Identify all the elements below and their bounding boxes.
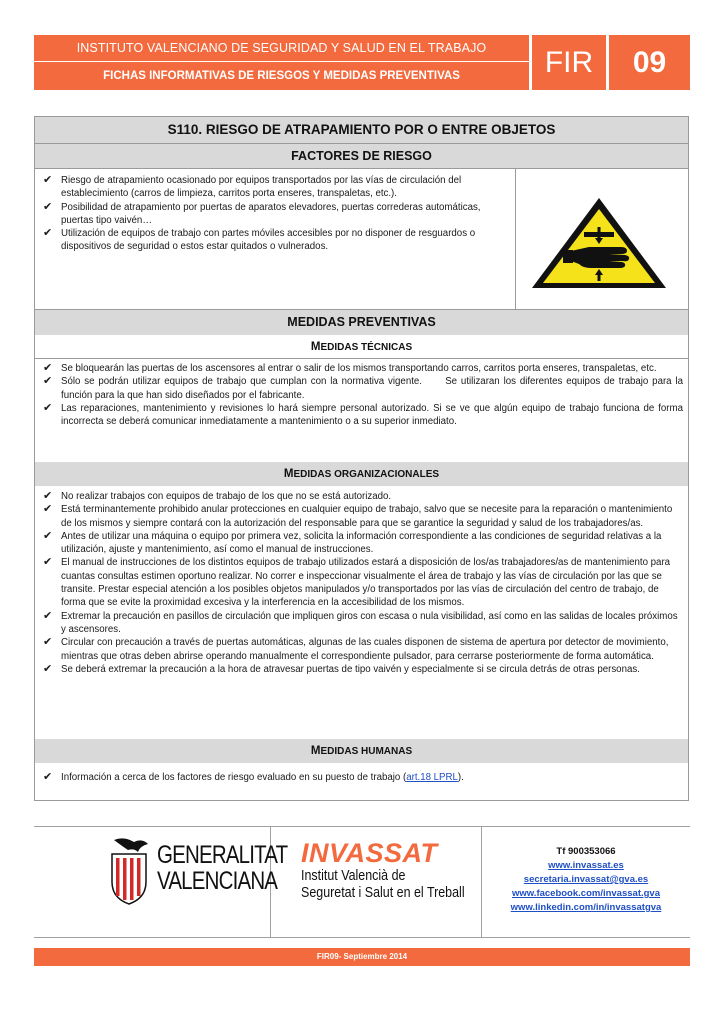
contact-block — [482, 845, 690, 915]
phone-number: Tf 900353066 — [556, 846, 616, 857]
sheet-code: FIR — [532, 35, 606, 90]
list-item: ✔ Información a cerca de los factores de riesgo evaluado en su puesto de trabajo (art.18 LPRL). — [43, 771, 464, 783]
risk-title: S110. RIESGO DE ATRAPAMIENTO POR O ENTRE OBJETOS — [35, 117, 688, 144]
list-item: ✔ Riesgo de atrapamiento ocasionado por equipos transportados por las vías de circulación del establecimiento (carros de limpieza, carritos porta enseres, transpaletas, etc.). — [43, 174, 462, 200]
list-item: ✔ Utilización de equipos de trabajo con partes móviles accesibles por no disponer de resguardos o dispositivos de seguridad o estos estar quitados o vulnerados. — [43, 227, 476, 253]
factores-list — [39, 174, 509, 254]
tecnicas-heading: MEDIDAS TÉCNICAS — [35, 336, 688, 358]
invassat-subtitle: Institut Valencià de Seguretat i Salut en el Treball — [301, 868, 465, 901]
medidas-heading: MEDIDAS PREVENTIVAS — [35, 310, 688, 335]
list-item: ✔ Posibilidad de atrapamiento por puertas de aparatos elevadores, puertas correderas automáticas, puertas tipo vaivén… — [43, 200, 481, 226]
check-icon: ✔ — [43, 556, 53, 569]
header-subtitle: FICHAS INFORMATIVAS DE RIESGOS Y MEDIDAS PREVENTIVAS — [103, 70, 460, 82]
invassat-logo: INVASSAT — [301, 838, 438, 868]
footer-bottom-line — [34, 937, 690, 938]
hand-crush-warning-icon — [529, 195, 669, 291]
list-item: ✔ Extremar la precaución en pasillos de circulación que impliquen giros con escasa o nula visibilidad, así como en las salidas de locales próximos y ascensores. — [43, 609, 678, 635]
linkedin-link[interactable]: www.linkedin.com/in/invassatgva — [510, 902, 662, 913]
check-icon: ✔ — [43, 227, 53, 240]
check-icon: ✔ — [43, 362, 53, 374]
content-box — [34, 116, 689, 801]
facebook-link[interactable]: www.facebook.com/invassat.gva — [511, 888, 660, 899]
organizacionales-heading: MEDIDAS ORGANIZACIONALES — [35, 462, 688, 486]
list-item: ✔ Circular con precaución a través de puertas automáticas, algunas de las cuales disponen de sistema de apertura por detector de movimiento, mientras que otras deben abrirse operando manualmente el correspondiente pulsador, para cerrarse posteriormente de forma automática. — [43, 636, 669, 662]
check-icon: ✔ — [43, 200, 53, 213]
list-item: ✔ Está terminantemente prohibido anular protecciones en cualquier equipo de trabajo, salvo que se necesite para la reparación o mantenimiento de los mismos y siempre contará con la autorización del responsable para que se garantice la seguridad y salud de los trabajadores/as. — [43, 503, 673, 529]
list-item: ✔ Sólo se podrán utilizar equipos de trabajo que cumplan con la normativa vigente. Se utilizaran los diferentes equipos de trabajo para la función para la que han sido diseñados por el fabricante. — [43, 375, 686, 401]
check-icon: ✔ — [43, 503, 53, 516]
check-icon: ✔ — [43, 529, 53, 542]
column-divider — [515, 168, 516, 309]
organizacionales-list — [39, 490, 683, 676]
footer-date-bar: FIR09- Septiembre 2014 — [34, 948, 690, 966]
humanas-list — [39, 771, 683, 784]
tecnicas-list — [39, 362, 686, 428]
check-icon: ✔ — [43, 401, 53, 414]
divider — [35, 168, 688, 169]
list-item: ✔ Se deberá extremar la precaución a la hora de atravesar puertas de tipo vaivén y especialmente si se circula detrás de otras personas. — [43, 662, 640, 675]
check-icon: ✔ — [43, 375, 53, 388]
header-title-block — [34, 35, 529, 90]
list-item: ✔ No realizar trabajos con equipos de trabajo de los que no se está autorizado. — [43, 490, 392, 502]
divider — [35, 358, 688, 359]
check-icon: ✔ — [43, 662, 53, 675]
institute-name: INSTITUTO VALENCIANO DE SEGURIDAD Y SALUD EN EL TRABAJO — [76, 41, 487, 55]
list-item: ✔ El manual de instrucciones de los distintos equipos de trabajo utilizados estará a disposición de los/as trabajadores/as de mantenimiento para cuantas consultas estimen oportuno realizar. No correr e inspeccionar visualmente el área de trabajo y las vías de circulación por las que se transite. Prestar especial atención a los posibles objetos manipulados y/o transportados por las vías de circulación del centro de trabajo, de forma que se evite la proximidad excesiva y la interferencia en la accesibilidad de los mismos. — [43, 556, 671, 609]
check-icon: ✔ — [43, 174, 53, 186]
list-item: ✔ Las reparaciones, mantenimiento y revisiones lo hará siempre personal autorizado. Si se ve que algún equipo de trabajo funciona de forma incorrecta se deberá comunicar inmediatamente a mantenimiento o a su superior inmediato. — [43, 401, 683, 428]
header — [34, 35, 690, 90]
generalitat-logo-text: GENERALITAT VALENCIANA — [157, 841, 288, 895]
factores-heading: FACTORES DE RIESGO — [35, 144, 688, 168]
generalitat-crest-icon — [104, 836, 154, 906]
check-icon: ✔ — [43, 609, 53, 622]
email-link[interactable]: secretaria.invassat@gva.es — [523, 874, 649, 885]
sheet-number: 09 — [609, 35, 690, 90]
list-item: ✔ Antes de utilizar una máquina o equipo por primera vez, solicita la información correspondiente a las condiciones de seguridad relativas a la utilización, ajuste y mantenimiento, así como el manual de instrucciones. — [43, 529, 662, 556]
lprl-link[interactable]: art.18 LPRL — [406, 772, 458, 783]
check-icon: ✔ — [43, 636, 53, 649]
humanas-heading: MEDIDAS HUMANAS — [35, 739, 688, 763]
footer-top-line — [34, 826, 690, 827]
check-icon: ✔ — [43, 490, 53, 502]
check-icon: ✔ — [43, 771, 53, 783]
website-link[interactable]: www.invassat.es — [548, 860, 624, 871]
list-item: ✔ Se bloquearán las puertas de los ascensores al entrar o salir de los mismos transportando carros, carritos porta enseres, transpaletas, etc. — [43, 362, 657, 374]
